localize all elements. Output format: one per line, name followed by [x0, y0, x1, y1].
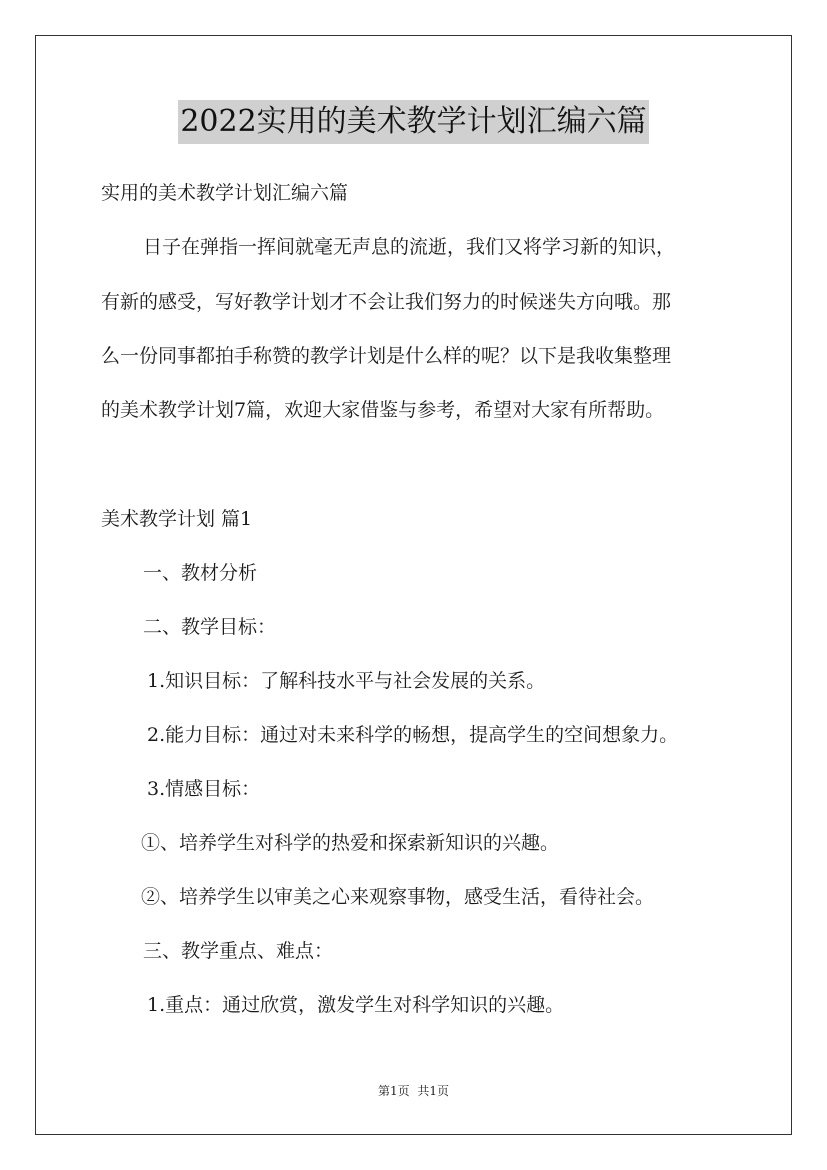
section-heading: 美术教学计划 篇1 — [101, 508, 253, 530]
document-title: 2022实用的美术教学计划汇编六篇 — [178, 100, 648, 144]
title-container — [0, 100, 827, 144]
list-item: 2.能力目标：通过对未来科学的畅想，提高学生的空间想象力。 — [147, 724, 679, 746]
page-footer — [0, 1083, 827, 1099]
list-item: 3.情感目标： — [147, 778, 261, 800]
list-item: 1.知识目标：了解科技水平与社会发展的关系。 — [147, 670, 546, 692]
intro-line-4: 的美术教学计划7篇，欢迎大家借鉴与参考，希望对大家有所帮助。 — [101, 399, 665, 421]
intro-line-2: 有新的感受，写好教学计划才不会让我们努力的时候迷失方向哦。那 — [101, 291, 672, 313]
list-item: ②、培养学生以审美之心来观察事物，感受生活，看待社会。 — [141, 886, 655, 908]
document-subtitle: 实用的美术教学计划汇编六篇 — [101, 182, 349, 204]
list-item: 三、教学重点、难点： — [143, 940, 334, 962]
page-total: 共1页 — [417, 1084, 450, 1098]
intro-line-1: 日子在弹指一挥间就毫无声息的流逝，我们又将学习新的知识， — [143, 236, 676, 258]
list-item: 二、教学目标： — [143, 616, 277, 638]
list-item: 1.重点：通过欣赏，激发学生对科学知识的兴趣。 — [147, 994, 565, 1016]
intro-line-3: 么一份同事都拍手称赞的教学计划是什么样的呢？以下是我收集整理 — [101, 345, 672, 367]
page-number: 第1页 — [377, 1084, 410, 1098]
list-item: ①、培养学生对科学的热爱和探索新知识的兴趣。 — [141, 832, 560, 854]
list-item: 一、教材分析 — [143, 562, 258, 584]
